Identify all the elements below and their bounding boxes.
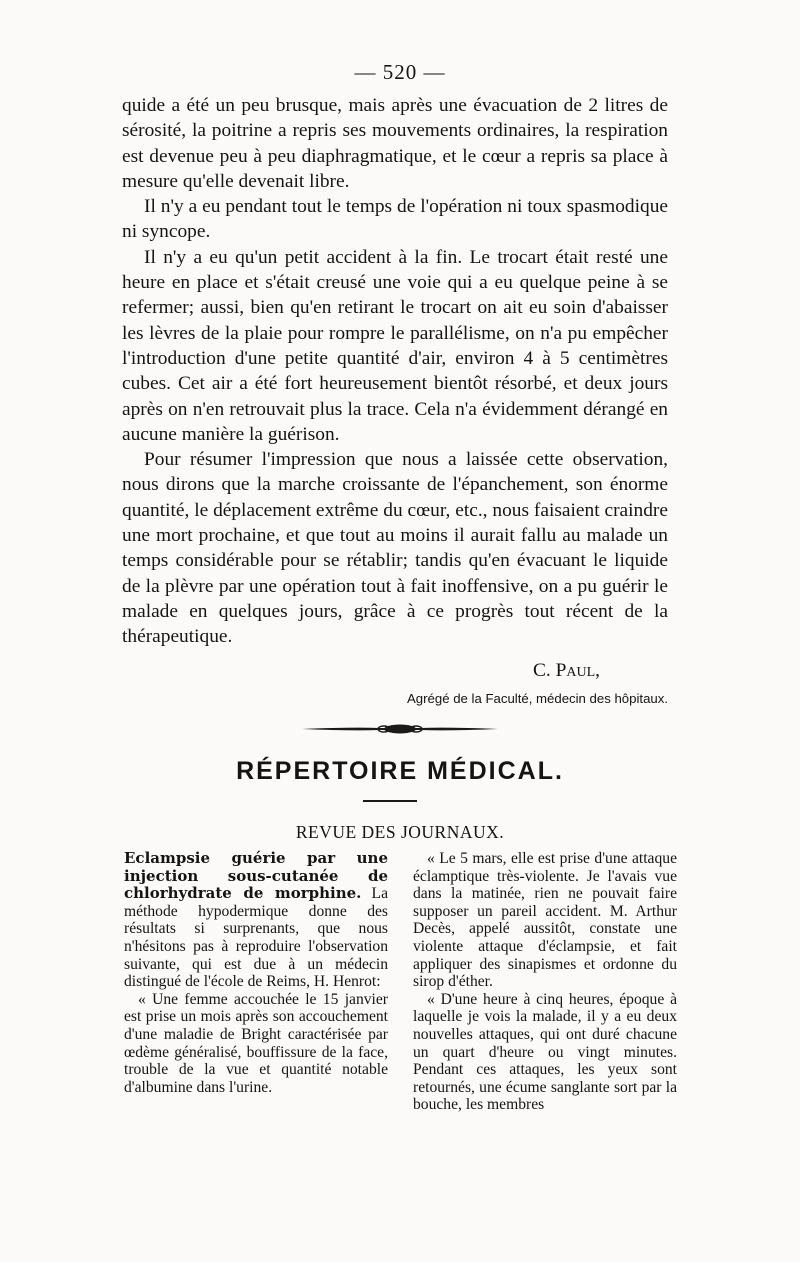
left-column xyxy=(124,850,388,1096)
right-column xyxy=(413,850,677,1114)
ornament-divider xyxy=(0,722,800,741)
page-number: — 520 — xyxy=(354,60,446,84)
body-paragraph: Il n'y a eu qu'un petit accident à la fin. Le trocart était resté une heure en place et s'était creusé une voie qui a eu quelque peine à se refermer; aussi, bien qu'en retirant le trocart on ait eu soin d'abaisser les lèvres de la plaie pour rompre le parallélisme, on n'a pu empêcher l'introduction d'une petite quantité d'air, environ 4 à 5 centimètres cubes. Cet air a été fort heureusement bientôt résorbé, et deux jours après on n'en retrouvait plus la trace. Cela n'a évidemment dérangé en aucune manière la guérison. xyxy=(122,246,668,445)
column-paragraph: « D'une heure à cinq heures, époque à laquelle je vois la malade, il y a eu deux nouvelles attaques, qui ont duré chacune un quart d'heure ou vingt minutes. Pendant ces attaques, les yeux sont retournés, une écume sanglante sort par la bouche, les membres xyxy=(413,990,677,1114)
author-name: Paul, xyxy=(555,660,600,681)
section-title: RÉPERTOIRE MÉDICAL. xyxy=(236,757,564,785)
body-paragraph: quide a été un peu brusque, mais après une évacuation de 2 litres de sérosité, la poitrine a repris ses mouvements ordinaires, la respiration est devenue peu à peu diaphragmatique, et le cœur a repris sa place à mesure qu'elle devenait libre. xyxy=(122,95,668,192)
article-body xyxy=(122,93,668,650)
article-intro: La méthode hypodermique donne des résultats si surprenants, que nous n'hésitons pas à reproduire l'observation suivante, qui est due à un médecin distingué de l'école de Reims, H. Henrot: xyxy=(124,885,388,991)
column-paragraph: « Le 5 mars, elle est prise d'une attaque éclamptique très-violente. Je l'avais vue dans la matinée, rien ne pouvait faire supposer un pareil accident. M. Arthur Decès, appelé aussitôt, constate une violente attaque d'éclampsie, et fait appliquer des sinapismes et ordonne du sirop d'éther. xyxy=(413,850,677,991)
article-heading: Eclampsie guérie par une injection sous-cutanée de chlorhydrate de morphine. xyxy=(124,849,388,903)
body-paragraph: Il n'y a eu pendant tout le temps de l'opération ni toux spasmodique ni syncope. xyxy=(122,196,668,243)
author-affiliation: Agrégé de la Faculté, médecin des hôpitaux. xyxy=(407,691,668,706)
subsection-title: REVUE DES JOURNAUX. xyxy=(295,822,505,842)
left-column-lead xyxy=(124,850,388,991)
body-paragraph: Pour résumer l'impression que nous a laissée cette observation, nous dirons que la marche croissante de l'épanchement, son énorme quantité, le déplacement extrême du cœur, etc., nous faisaient craindre une mort prochaine, et que tout au moins il aurait fallu au malade un temps considérable pour se rétablir; tandis qu'en évacuant le liquide de la plèvre par une opération tout à fait inoffensive, on a pu guérir le malade en quelques jours, grâce à ce progrès tout récent de la thérapeutique. xyxy=(122,449,668,648)
column-paragraph: « Une femme accouchée le 15 janvier est prise un mois après son accouchement d'une maladie de Bright caractérisée par œdème généralisé, bouffissure de la face, trouble de la vue et quantité notable d'albumine dans l'urine. xyxy=(124,990,388,1096)
author-initial: C. xyxy=(532,660,551,681)
title-underline xyxy=(363,800,417,802)
author-signature xyxy=(122,660,668,682)
ornament-divider-icon xyxy=(300,722,500,736)
